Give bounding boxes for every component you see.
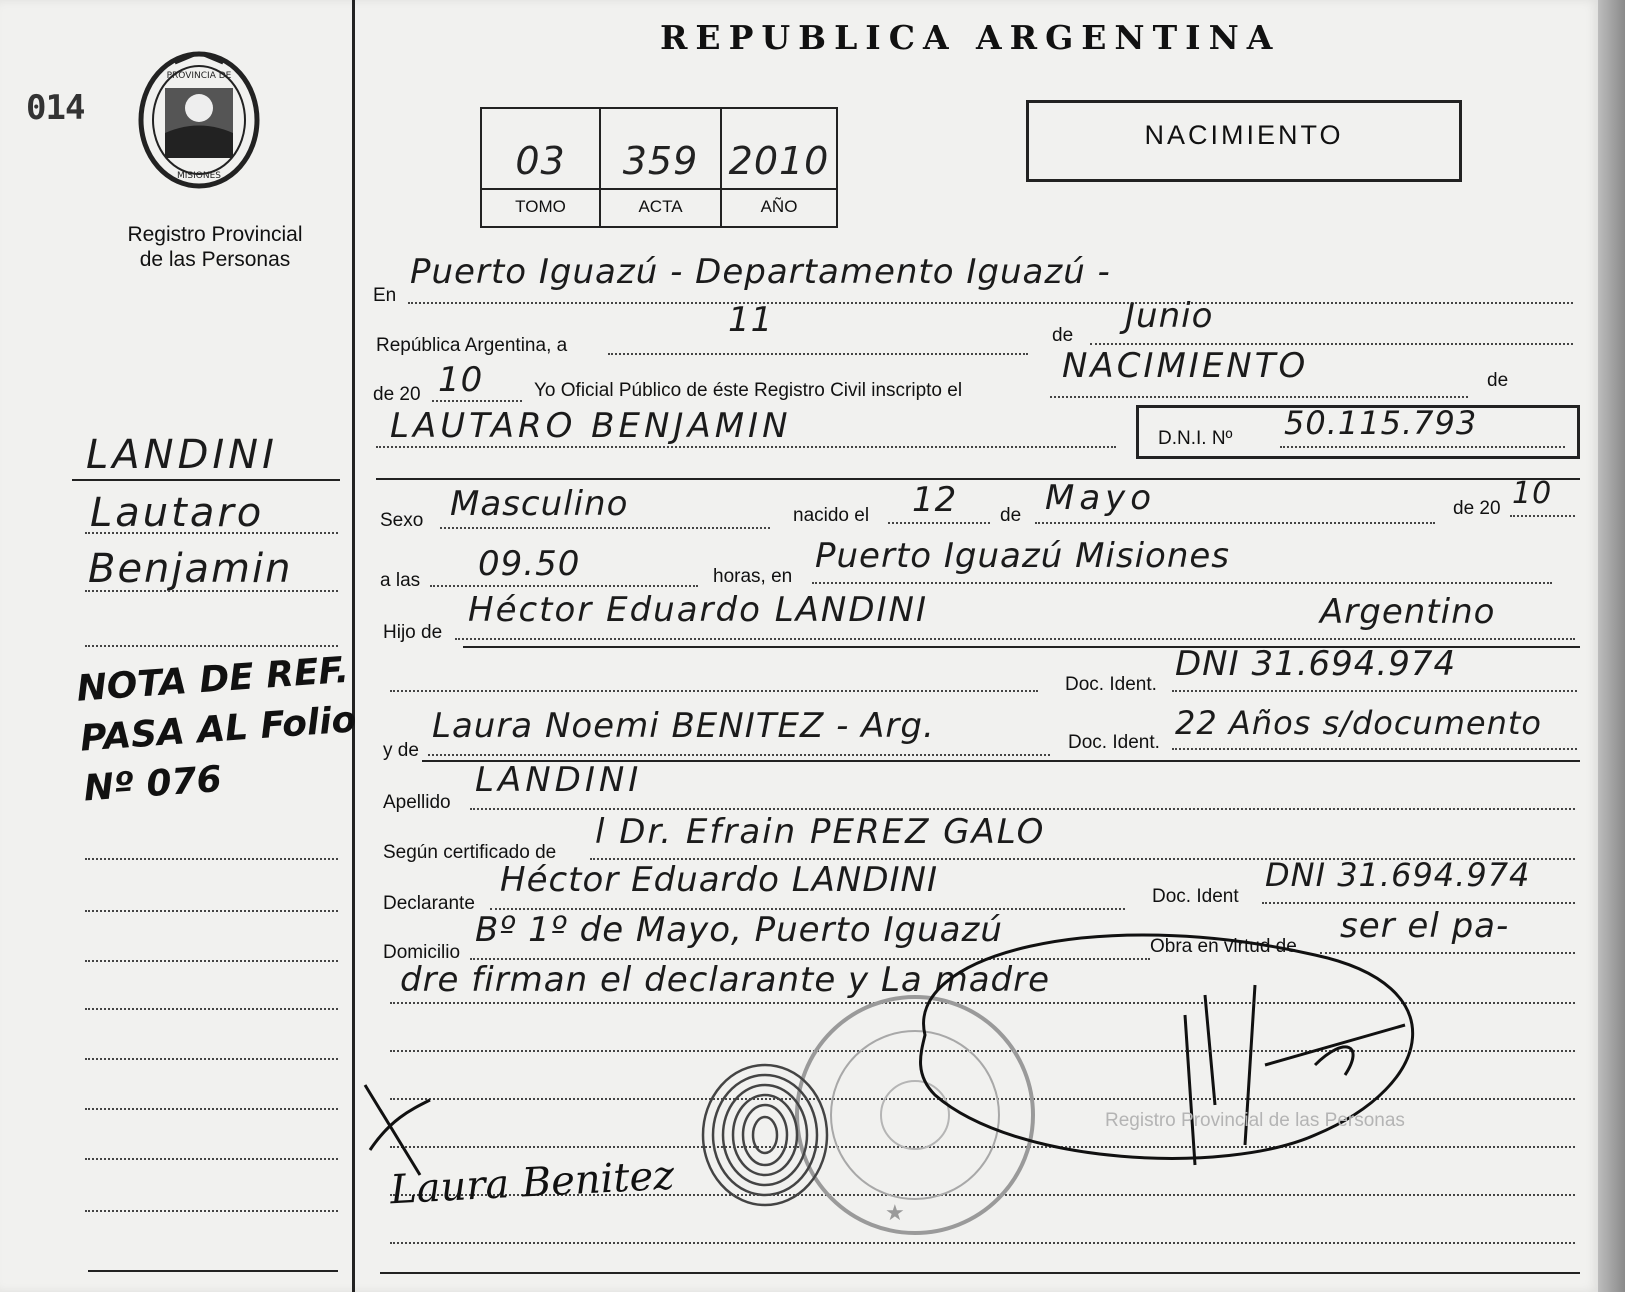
province-seal-icon <box>135 48 263 198</box>
mother-name: Laura Noemi BENITEZ - Arg. <box>432 706 935 746</box>
seal-bottom-text: MISIONES <box>176 171 222 181</box>
sexo-value: Masculino <box>450 484 629 524</box>
republica-label: República Argentina, a <box>376 335 568 356</box>
birth-year: 10 <box>1512 476 1553 511</box>
seal-top-text: PROVINCIA DE <box>166 71 232 81</box>
birth-year-label: de 20 <box>1453 498 1501 519</box>
declarante-value: Héctor Eduardo LANDINI <box>500 860 939 900</box>
sidebar-given-name-2: Benjamin <box>88 546 293 592</box>
record-id-box <box>480 107 838 228</box>
note-line-1: NOTA DE REF. <box>75 649 351 710</box>
tomo-label: TOMO <box>482 188 599 226</box>
declarante-doc: DNI 31.694.974 <box>1265 856 1531 894</box>
page-edge <box>1598 0 1625 1292</box>
acta-cell <box>601 109 722 226</box>
certificado-value: l Dr. Efrain PEREZ GALO <box>595 812 1046 852</box>
birth-day: 12 <box>912 480 958 520</box>
obra-value-2: dre firman el declarante y La madre <box>400 960 1051 1000</box>
anio-cell <box>722 109 836 226</box>
obra-value-1: ser el pa- <box>1340 906 1510 946</box>
inscribed-value: NACIMIENTO <box>1062 346 1309 386</box>
hijo-label: Hijo de <box>383 622 443 643</box>
horas-label: horas, en <box>713 566 793 587</box>
folio-number: 014 <box>26 88 85 128</box>
declarante-label: Declarante <box>383 893 475 914</box>
father-doc: DNI 31.694.974 <box>1175 644 1457 684</box>
year-value: 10 <box>438 360 484 400</box>
birth-month: Mayo <box>1045 478 1157 518</box>
note-line-2: PASA AL Folio <box>78 699 358 760</box>
sidebar-given-name-1: Lautaro <box>90 490 265 536</box>
doc-ident-label: Doc. Ident. <box>1065 674 1157 695</box>
stamp-registry-line: Registro Provincial de las Personas <box>1105 1110 1405 1131</box>
acta-value: 359 <box>622 139 699 183</box>
apellido-value: LANDINI <box>475 760 643 800</box>
officer-signature-icon <box>895 915 1455 1175</box>
sexo-label: Sexo <box>380 510 424 531</box>
nacido-label: nacido el <box>793 505 870 526</box>
margin-divider <box>352 0 355 1292</box>
doc-ident-label-2: Doc. Ident. <box>1068 732 1160 753</box>
mother-doc: 22 Años s/documento <box>1175 704 1542 742</box>
anio-label: AÑO <box>722 188 836 226</box>
apellido-label: Apellido <box>383 792 451 813</box>
day-value: 11 <box>728 300 774 340</box>
certificado-label: Según certificado de <box>383 842 557 863</box>
mother-label: y de <box>383 740 419 761</box>
tomo-value: 03 <box>515 139 566 183</box>
de-label-3: de <box>1000 505 1022 526</box>
mother-signature: Laura Benitez <box>388 1152 676 1214</box>
acta-label: ACTA <box>601 188 720 226</box>
officer-label: Yo Oficial Público de éste Registro Civil inscripto el <box>534 380 963 401</box>
domicilio-label: Domicilio <box>383 942 461 963</box>
year-prefix-label: de 20 <box>373 384 421 405</box>
registry-name-line1: Registro Provincial <box>127 223 303 246</box>
a-las-label: a las <box>380 570 421 591</box>
country-title: REPUBLICA ARGENTINA <box>660 18 1281 57</box>
obra-label: Obra en virtud de <box>1150 936 1297 957</box>
note-line-3: Nº 076 <box>82 758 224 810</box>
birth-time: 09.50 <box>478 544 581 584</box>
father-nationality: Argentino <box>1320 592 1496 632</box>
svg-text:★: ★ <box>885 1201 905 1226</box>
tomo-cell <box>482 109 601 226</box>
month-value: Junio <box>1125 296 1214 336</box>
dni-label: D.N.I. Nº <box>1158 428 1233 449</box>
anio-value: 2010 <box>728 139 830 183</box>
birth-place: Puerto Iguazú Misiones <box>815 536 1231 576</box>
en-label: En <box>373 285 397 306</box>
dni-value: 50.115.793 <box>1284 404 1478 442</box>
child-name: LAUTARO BENJAMIN <box>390 406 792 446</box>
act-type-box: NACIMIENTO <box>1026 100 1462 182</box>
registry-name-line2: de las Personas <box>139 248 291 271</box>
father-name: Héctor Eduardo LANDINI <box>468 590 929 630</box>
registry-name <box>90 222 340 272</box>
sidebar-note <box>75 646 361 815</box>
de-label: de <box>1052 325 1074 346</box>
sidebar-surname: LANDINI <box>86 432 278 478</box>
fingerprint-icon <box>690 1060 840 1210</box>
de-label-2: de <box>1487 370 1509 391</box>
doc-ident-label-3: Doc. Ident <box>1152 886 1239 907</box>
en-value: Puerto Iguazú - Departamento Iguazú - <box>410 252 1111 292</box>
domicilio-value: Bº 1º de Mayo, Puerto Iguazú <box>475 910 1003 950</box>
